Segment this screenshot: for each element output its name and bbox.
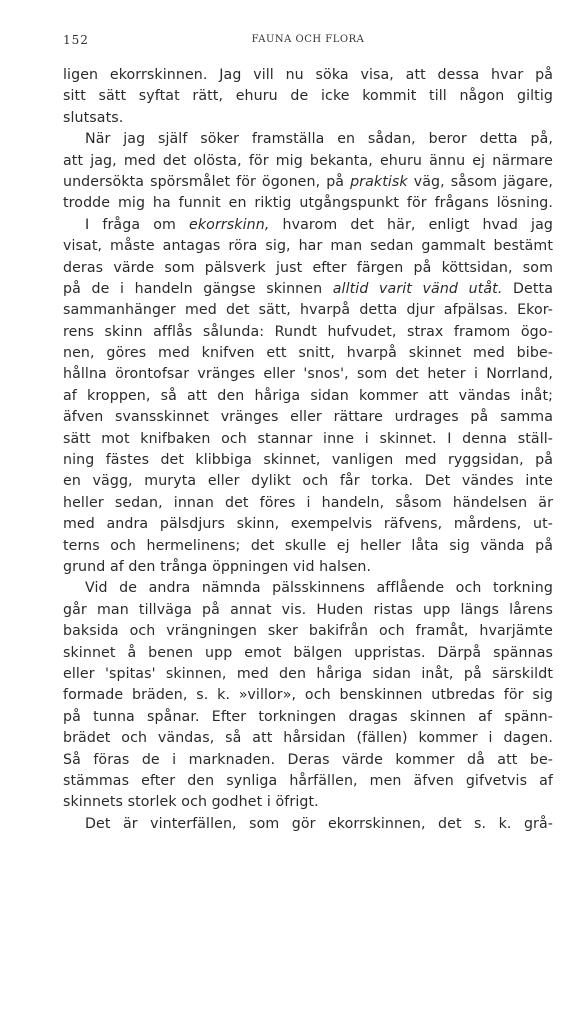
text-line: skinnet å benen upp emot bälgen uppristas. Därpå spännas: [63, 644, 553, 661]
text-line: rens skinn afflås sålunda: Rundt hufvudet, strax framom ögo-: [63, 323, 553, 340]
text-line: ligen ekorrskinnen. Jag vill nu söka visa, att dessa hvar på: [63, 67, 553, 83]
text-line: visat, måste antagas röra sig, har man sedan gammalt bestämt: [63, 238, 553, 255]
text-line: grund af den trånga öppningen vid halsen.: [63, 558, 372, 575]
page-number: 152: [63, 33, 89, 47]
text-segment: Detta: [502, 280, 553, 297]
text-line: Vid de andra nämnda pälsskinnens afflående och torkning: [85, 580, 553, 597]
text-line: formade bräden, s. k. »villor», och benskinnen utbredas för sig: [63, 687, 553, 704]
text-line: ning fästes det klibbiga skinnet, vanligen med ryggsidan, på: [63, 452, 553, 469]
text-line: När jag själf söker framställa en sådan, beror detta på,: [85, 131, 553, 148]
text-line: baksida och vrängningen sker bakifrån och framåt, hvarjämte: [63, 623, 553, 640]
text-line: en vägg, muryta eller dylikt och får torka. Det vändes inte: [63, 473, 553, 490]
text-segment: väg, såsom jägare,: [407, 173, 553, 190]
text-line: trodde mig ha funnit en riktig utgångspunkt för frågans lösning.: [63, 195, 553, 212]
text-line: stämmas efter den synliga hårfällen, men äfven gifvetvis af: [63, 772, 553, 789]
text-line: äfven svansskinnet vränges eller rättare urdrages på samma: [63, 409, 553, 426]
text-segment: undersökta spörsmålet för ögonen, på: [63, 173, 351, 190]
text-line: Det är vinterfällen, som gör ekorrskinnen, det s. k. grå-: [85, 815, 553, 832]
text-line: sätt mot knifbaken och stannar inne i skinnet. I denna ställ-: [63, 430, 553, 447]
text-line: terns och hermelinens; det skulle ej heller låta sig vända på: [63, 537, 553, 554]
text-line: [63, 279, 553, 300]
text-line: nen, göres med knifven ett snitt, hvarpå skinnet med bibe-: [63, 345, 553, 362]
text-line: på tunna spånar. Efter torkningen dragas skinnen af spänn-: [63, 708, 553, 725]
text-line: sammanhänger med det sätt, hvarpå detta djur afpälsas. Ekor-: [63, 302, 553, 319]
text-line: [63, 215, 553, 236]
text-line: brädet och vändas, så att hårsidan (fällen) kommer i dagen.: [63, 730, 553, 747]
running-head: FAUNA OCH FLORA: [251, 34, 365, 45]
emphasis-text: praktisk: [350, 173, 408, 190]
text-line: eller 'spitas' skinnen, med den håriga sidan inåt, på särskildt: [63, 665, 553, 682]
text-segment: hvarom det här, enligt hvad jag: [269, 216, 553, 233]
text-line: deras värde som pälsverk just efter färgen på köttsidan, som: [63, 259, 553, 276]
text-line: heller sedan, innan det föres i handeln, såsom händelsen är: [63, 494, 553, 511]
text-segment: I fråga om: [85, 216, 190, 233]
text-line: Så föras de i marknaden. Deras värde kommer då att be-: [63, 751, 553, 768]
text-line: med andra pälsdjurs skinn, exempelvis räfvens, mårdens, ut-: [63, 516, 553, 533]
text-segment: på de i handeln gängse skinnen: [63, 280, 333, 297]
page-header: [63, 33, 553, 53]
text-line: slutsats.: [63, 109, 124, 126]
text-line: skinnets storlek och godhet i öfrigt.: [63, 794, 319, 811]
text-line: af kroppen, så att den håriga sidan kommer att vändas inåt;: [63, 387, 553, 404]
text-line: sitt sätt syftat rätt, ehuru de icke kommit till någon giltig: [63, 88, 553, 105]
body-text: [63, 65, 553, 835]
text-line: att jag, med det olösta, för mig bekanta, ehuru ännu ej närmare: [63, 152, 553, 169]
text-line: [63, 172, 553, 193]
emphasis-text: ekorrskinn,: [189, 216, 270, 233]
text-line: går man tillväga på annat vis. Huden ristas upp längs lårens: [63, 601, 553, 618]
emphasis-text: alltid varit vänd utåt.: [332, 280, 503, 297]
text-line: hållna örontofsar vränges eller 'snos', som det heter i Norrland,: [63, 366, 553, 383]
